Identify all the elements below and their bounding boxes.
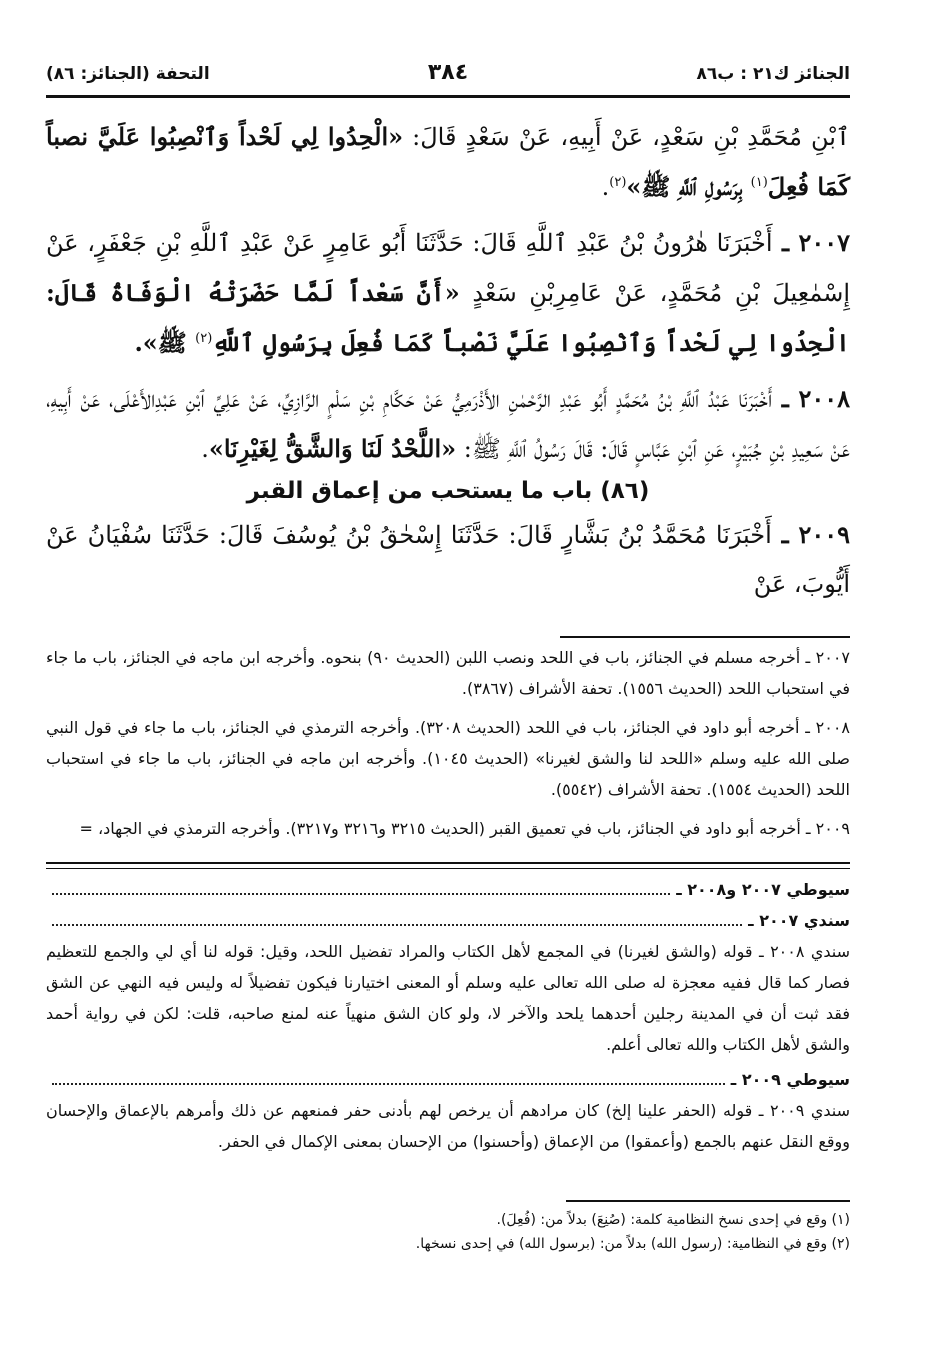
hadith-number: ٢٠٠٩ ـ	[771, 520, 850, 549]
suyuti-label: سيوطي ٢٠٠٩ ـ	[730, 1070, 850, 1089]
hadith-continuation	[46, 112, 850, 212]
sindi-heading	[46, 905, 850, 936]
hadith-2008	[46, 374, 850, 474]
main-text	[46, 112, 850, 609]
hadith-matn: «الْحِدُوا لِي لَحْداً وَٱنْصِبُوا عَلَيَّ نصباً كَمَا فُعِلَ	[46, 122, 850, 201]
running-header	[46, 60, 850, 94]
note-1: (١) وقع في إحدى نسخ النظامية كلمة: (صُنِعَ) بدلاً من: (فُعِلَ).	[496, 1212, 850, 1228]
suyuti-label: سيوطي ٢٠٠٧ و٢٠٠٨ ـ	[676, 880, 850, 899]
hadith-matn-cont: بِرَسُولِ ٱللَّهِ ﷺ»	[626, 172, 751, 201]
hadith-2009	[46, 510, 850, 609]
dotted-leader	[52, 1082, 725, 1085]
notes-rule	[566, 1200, 850, 1202]
sindi-2008-commentary: سندي ٢٠٠٨ ـ قوله (والشق لغيرنا) في المجمع لأهل الكتاب والمراد تفضيل اللحد، وقيل: قوله لنا أي لي والجمع للتعظيم فصار كما قال ففيه معجزة له صلى الله تعالى عليه وسلم أو المعنى اختيارنا فيكون تفضيلاً له وليس فيه النهي عن الشق فقد ثبت أن في المدينة رجلين أحدهما يلحد والآخر لا، ولو كان الشق منهياً عنه لمنع صاحبه، قلت: لكن في رواية أحمد والشق لأهل الكتاب والله تعالى أعلم.	[46, 942, 850, 1054]
hadith-matn: «أَنَّ سَعْداً لَمَّا حَضَرَتْهُ الْوَفَاةُ قَالَ: الْحِدُوا لِي لَحْداً وَٱنْصِبُوا عَلَيَّ نَصْباً كَمَا فُعِلَ بِرَسُولِ ٱللَّهِ	[46, 278, 850, 357]
dotted-leader	[52, 892, 670, 895]
takhrij-2009: ٢٠٠٩ ـ أخرجه أبو داود في الجنائز، باب في تعميق القبر (الحديث ٣٢١٥ و٣٢١٦ و٣٢١٧). وأخرجه الترمذي في الجهاد، =	[79, 819, 850, 838]
hadith-isnad: أَخْبَرَنَا مُحَمَّدُ بْنُ بَشَّارٍ قَالَ: حَدَّثَنَا إِسْحٰقُ بْنُ يُوسُفَ قَالَ: حَدَّثَنَا سُفْيَانُ عَنْ أَيُّوبَ، عَنْ	[46, 521, 850, 598]
dotted-leader	[52, 923, 742, 926]
takhrij-2008: ٢٠٠٨ ـ أخرجه أبو داود في الجنائز، باب في اللحد (الحديث ٣٢٠٨). وأخرجه الترمذي في الجنائز، باب ما جاء في قول النبي صلى الله عليه وسلم «اللحد لنا والشق لغيرنا» (الحديث ١٠٤٥). وأخرجه ابن ماجه في الجنائز، باب ما جاء في استحباب اللحد (الحديث ١٥٥٤). تحفة الأشراف (٥٥٤٢).	[46, 718, 850, 799]
footnote-marker[interactable]: (٢)	[609, 175, 627, 190]
editor-notes	[46, 1208, 850, 1256]
header-book-chapter: الجنائز ك٢١ : ب٨٦	[696, 64, 850, 84]
punctuation: .	[601, 173, 610, 201]
sindi-2009-commentary: سندي ٢٠٠٩ ـ قوله (الحفر علينا إلخ) كان مرادهم أن يرخص لهم بأدنى حفر فمنعهم عن ذلك وأمرهم بالإعماق والإحسان ووقع النقل عنهم بالجمع (وأعمقوا) من الإعماق (وأحسنوا) من الإحسان بمعنى الإكمال في الحفر.	[46, 1101, 850, 1151]
hadith-number: ٢٠٠٧ ـ	[772, 228, 850, 257]
takhrij-rule	[560, 636, 850, 638]
commentary	[46, 874, 850, 1157]
hadith-matn: «اللَّحْدُ لَنَا وَالشَّقُّ لِغَيْرِنَا»	[208, 434, 457, 463]
chapter-heading: (٨٦) باب ما يستحب من إعماق القبر	[246, 478, 650, 504]
page-number: ٣٨٤	[427, 60, 469, 85]
hadith-isnad: ٱبْنِ مُحَمَّدِ بْنِ سَعْدٍ، عَنْ أَبِيهِ، عَنْ سَعْدٍ قَالَ:	[403, 123, 851, 151]
header-tuhfa-reference: التحفة (الجنائز: ٨٦)	[46, 64, 210, 84]
hadith-isnad: أَخْبَرَنَا عَبْدُ ٱللَّهِ بْنُ مُحَمَّدٍ أَبُو عَبْدِ الرَّحْمٰنِ الأَذْرَمِيُّ عَنْ حَكَّامِ بْنِ سَلْمٍ الرَّازِيِّ، عَنْ عَلِيِّ ٱبْنِ عَبْدِالأَعْلَى، عَنْ أَبِيهِ، عَنْ سَعِيدِ بْنِ جُبَيْرٍ، عَنِ ٱبْنِ عَبَّاسٍ قَالَ: قَالَ رَسُولُ ٱللَّهِ ﷺ:	[46, 385, 850, 463]
header-rule	[46, 95, 850, 98]
suyuti-heading	[46, 1064, 850, 1095]
suyuti-heading	[46, 874, 850, 905]
note-2: (٢) وقع في النظامية: (رسول الله) بدلاً من: (برسول الله) في إحدى نسخها.	[415, 1236, 850, 1252]
takhrij-2007: ٢٠٠٧ ـ أخرجه مسلم في الجنائز، باب في اللحد ونصب اللبن (الحديث ٩٠) بنحوه. وأخرجه ابن ماجه في الجنائز، باب ما جاء في استحباب اللحد (الحديث ١٥٥٦). تحفة الأشراف (٣٨٦٧).	[46, 648, 851, 698]
hadith-isnad: أَخْبَرَنَا هٰرُونُ بْنُ عَبْدِ ٱللَّهِ قَالَ: حَدَّثَنَا أَبُو عَامِرٍ عَنْ عَبْدِ ٱللَّهِ بْنِ جَعْفَرٍ، عَنْ إِسْمٰعِيلَ بْنِ مُحَمَّدٍ، عَنْ عَامِرِبْنِ سَعْدٍ	[46, 229, 850, 307]
commentary-separator	[46, 862, 850, 869]
footnote-marker[interactable]: (١)	[750, 175, 768, 190]
hadith-number: ٢٠٠٨ ـ	[772, 384, 850, 413]
punctuation: .	[201, 435, 209, 463]
hadith-2007	[46, 218, 850, 368]
hadith-matn-end: ﷺ».	[134, 328, 196, 357]
footnote-marker[interactable]: (٢)	[195, 331, 213, 346]
takhrij-footnotes	[46, 642, 850, 852]
sindi-label: سندي ٢٠٠٧ ـ	[748, 911, 850, 930]
